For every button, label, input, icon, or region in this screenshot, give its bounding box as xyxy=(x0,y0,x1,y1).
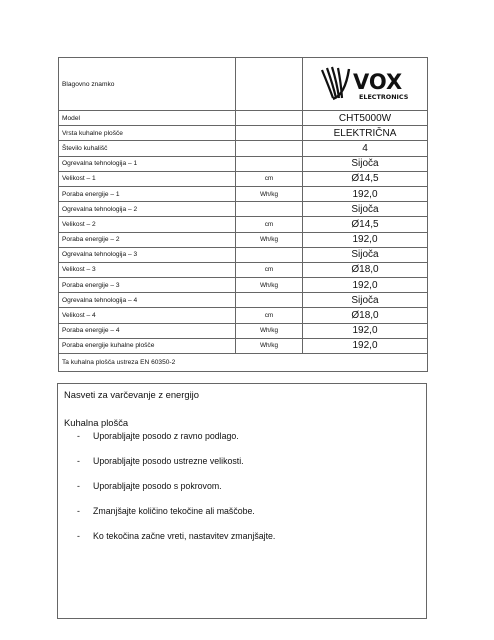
spec-value: 4 xyxy=(303,141,428,156)
tip-item xyxy=(77,431,420,442)
spec-row xyxy=(59,156,428,171)
dash-bullet: - xyxy=(77,431,80,441)
spec-value: Ø18,0 xyxy=(303,308,428,323)
spec-value: 192,0 xyxy=(303,232,428,247)
spec-unit xyxy=(236,126,303,141)
spec-row xyxy=(59,278,428,293)
tips-list xyxy=(64,431,420,542)
spec-row xyxy=(59,141,428,156)
spec-unit xyxy=(236,293,303,308)
tip-text: Uporabljajte posodo ustrezne velikosti. xyxy=(93,456,244,466)
spec-row xyxy=(59,111,428,126)
spec-label: Velikost – 2 xyxy=(59,217,236,232)
standard-note-row xyxy=(59,354,428,372)
spec-label: Poraba energije – 2 xyxy=(59,232,236,247)
product-info-table xyxy=(58,57,428,372)
spec-unit: Wh/kg xyxy=(236,278,303,293)
spec-label: Poraba energije – 1 xyxy=(59,186,236,201)
brand-unit-cell xyxy=(236,58,303,111)
tip-text: Ko tekočina začne vreti, nastavitev zmanjšajte. xyxy=(93,531,276,541)
spec-unit xyxy=(236,156,303,171)
spec-value: Sijoča xyxy=(303,293,428,308)
tips-subtitle: Kuhalna plošča xyxy=(64,417,129,428)
vox-logo-icon xyxy=(319,65,411,103)
spec-row xyxy=(59,247,428,262)
spec-unit xyxy=(236,247,303,262)
spec-value: 192,0 xyxy=(303,338,428,353)
brand-logo-cell xyxy=(303,58,428,111)
spec-value: 192,0 xyxy=(303,278,428,293)
tip-text: Zmanjšajte količino tekočine ali maščobe. xyxy=(93,506,255,516)
spec-value: 192,0 xyxy=(303,323,428,338)
spec-unit: cm xyxy=(236,262,303,277)
spec-row xyxy=(59,171,428,186)
spec-unit: Wh/kg xyxy=(236,323,303,338)
tip-item xyxy=(77,531,420,542)
spec-label: Število kuhališč xyxy=(59,141,236,156)
dash-bullet: - xyxy=(77,531,80,541)
spec-value: Ø14,5 xyxy=(303,171,428,186)
spec-value: Ø14,5 xyxy=(303,217,428,232)
spec-row xyxy=(59,126,428,141)
spec-unit: cm xyxy=(236,171,303,186)
spec-row xyxy=(59,293,428,308)
spec-unit: Wh/kg xyxy=(236,338,303,353)
spec-row xyxy=(59,232,428,247)
svg-text:ELECTRONICS: ELECTRONICS xyxy=(359,93,409,101)
spec-label: Ogrevalna tehnologija – 4 xyxy=(59,293,236,308)
tip-item xyxy=(77,456,420,467)
tip-text: Uporabljajte posodo s pokrovom. xyxy=(93,481,222,491)
spec-label: Velikost – 3 xyxy=(59,262,236,277)
tips-title: Nasveti za varčevanje z energijo xyxy=(64,389,199,400)
spec-row xyxy=(59,262,428,277)
vox-logo xyxy=(306,58,424,110)
spec-unit: Wh/kg xyxy=(236,232,303,247)
energy-tips-box xyxy=(57,383,427,619)
spec-row xyxy=(59,202,428,217)
spec-unit xyxy=(236,111,303,126)
spec-label: Velikost – 1 xyxy=(59,171,236,186)
spec-value: 192,0 xyxy=(303,186,428,201)
brand-label: Blagovno znamko xyxy=(59,58,236,111)
spec-row xyxy=(59,323,428,338)
spec-row xyxy=(59,338,428,353)
spec-value: Sijoča xyxy=(303,202,428,217)
spec-label: Vrsta kuhalne plošče xyxy=(59,126,236,141)
spec-label: Velikost – 4 xyxy=(59,308,236,323)
spec-label: Ogrevalna tehnologija – 2 xyxy=(59,202,236,217)
spec-label: Poraba energije – 4 xyxy=(59,323,236,338)
spec-unit xyxy=(236,141,303,156)
spec-row xyxy=(59,217,428,232)
spec-unit: cm xyxy=(236,217,303,232)
svg-text:VOX: VOX xyxy=(353,70,403,94)
spec-value: Sijoča xyxy=(303,247,428,262)
spec-row xyxy=(59,186,428,201)
spec-value: Sijoča xyxy=(303,156,428,171)
spec-label: Poraba energije kuhalne plošče xyxy=(59,338,236,353)
spec-label: Poraba energije – 3 xyxy=(59,278,236,293)
spec-unit: cm xyxy=(236,308,303,323)
brand-row xyxy=(59,58,428,111)
spec-value: ELEKTRIČNA xyxy=(303,126,428,141)
dash-bullet: - xyxy=(77,506,80,516)
tip-text: Uporabljajte posodo z ravno podlago. xyxy=(93,431,239,441)
dash-bullet: - xyxy=(77,456,80,466)
spec-value: CHT5000W xyxy=(303,111,428,126)
spec-unit xyxy=(236,202,303,217)
tip-item xyxy=(77,481,420,492)
standard-note: Ta kuhalna plošča ustreza EN 60350-2 xyxy=(59,354,428,372)
spec-unit: Wh/kg xyxy=(236,186,303,201)
spec-label: Model xyxy=(59,111,236,126)
spec-row xyxy=(59,308,428,323)
spec-label: Ogrevalna tehnologija – 1 xyxy=(59,156,236,171)
spec-value: Ø18,0 xyxy=(303,262,428,277)
tip-item xyxy=(77,506,420,517)
dash-bullet: - xyxy=(77,481,80,491)
spec-label: Ogrevalna tehnologija – 3 xyxy=(59,247,236,262)
